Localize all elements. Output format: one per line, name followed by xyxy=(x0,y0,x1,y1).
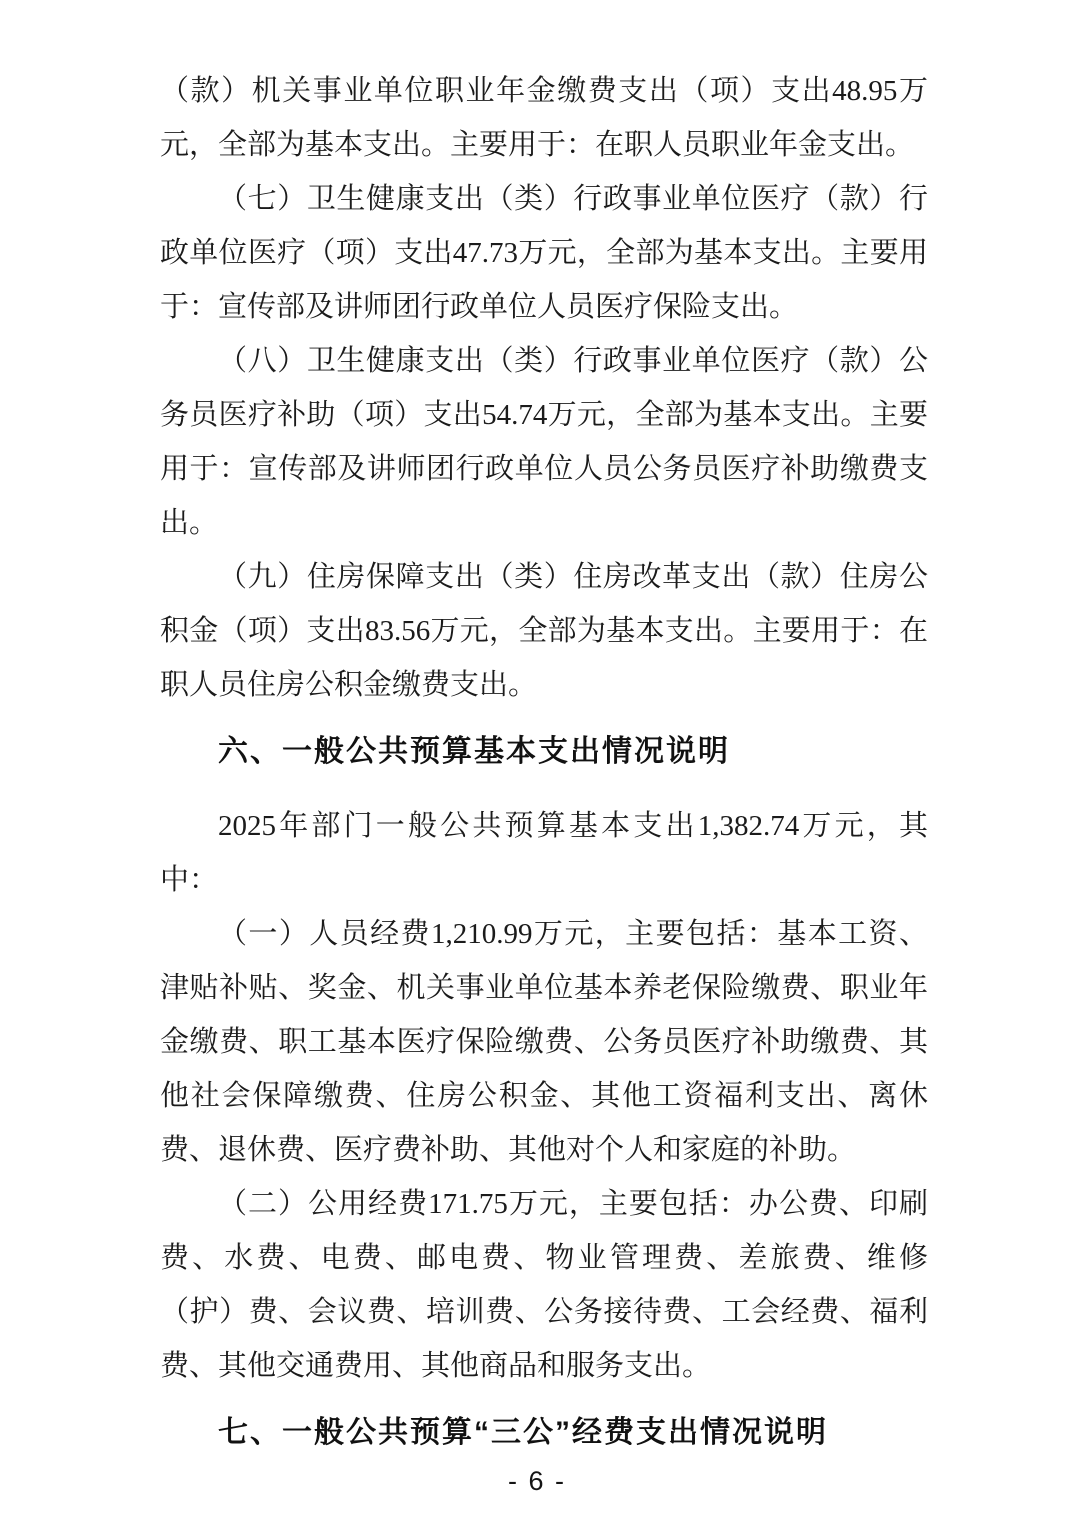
section-heading-seven-sangong-expense: 七、一般公共预算“三公”经费支出情况说明 xyxy=(218,1416,828,1449)
section-heading-six-basic-expense: 六、一般公共预算基本支出情况说明 xyxy=(218,735,730,768)
paragraph-continuation-annuity: （款）机关事业单位职业年金缴费支出（项）支出48.95万元，全部为基本支出。主要用于：在职人员职业年金支出。 xyxy=(160,75,928,161)
paragraph-basic-expense-total: 2025年部门一般公共预算基本支出1,382.74万元，其中： xyxy=(160,810,928,896)
paragraph-item-eight-civil-servant-medical: （八）卫生健康支出（类）行政事业单位医疗（款）公务员医疗补助（项）支出54.74万元，全部为基本支出。主要用于：宣传部及讲师团行政单位人员公务员医疗补助缴费支出。 xyxy=(160,345,928,539)
paragraph-item-seven-health-admin-medical: （七）卫生健康支出（类）行政事业单位医疗（款）行政单位医疗（项）支出47.73万元，全部为基本支出。主要用于：宣传部及讲师团行政单位人员医疗保险支出。 xyxy=(160,183,928,323)
paragraph-item-one-personnel-expense: （一）人员经费1,210.99万元，主要包括：基本工资、津贴补贴、奖金、机关事业单位基本养老保险缴费、职业年金缴费、职工基本医疗保险缴费、公务员医疗补助缴费、其他社会保障缴费、住房公积金、其他工资福利支出、离休费、退休费、医疗费补助、其他对个人和家庭的补助。 xyxy=(160,918,928,1166)
paragraph-item-two-public-expense: （二）公用经费171.75万元，主要包括：办公费、印刷费、水费、电费、邮电费、物业管理费、差旅费、维修（护）费、会议费、培训费、公务接待费、工会经费、福利费、其他交通费用、其他商品和服务支出。 xyxy=(160,1188,928,1382)
page-number: - 6 - xyxy=(507,1466,566,1496)
paragraph-item-nine-housing-fund: （九）住房保障支出（类）住房改革支出（款）住房公积金（项）支出83.56万元，全部为基本支出。主要用于：在职人员住房公积金缴费支出。 xyxy=(160,561,928,701)
